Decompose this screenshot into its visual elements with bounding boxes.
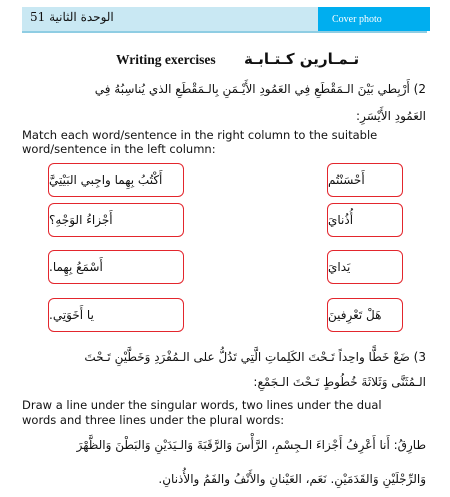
ex3-text-ar-2: وَالرِّجْلَيْنِ وَالقَدَمَيْنِ. نَعَم، العَيْنانِ والأَنْفُ والفَمُ والأُذنانِ. bbox=[158, 472, 426, 486]
right-box-1[interactable]: أَحْسَنْتُم bbox=[327, 163, 403, 197]
ex3-text-ar-1: طارِقُ: أَنا أَعْرِفُ أَجْزاءَ الـجِسْمِ، الرَّأْسَ وَالرَّقَبَةَ وَالـيَدَيْنِ وَالبَطْنَ وَالظَّهْرَ bbox=[76, 438, 426, 452]
right-box-4[interactable]: هَلْ تَعْرِفينَ bbox=[327, 298, 403, 332]
left-box-3[interactable]: أَسْمَعُ بِهِما. bbox=[48, 250, 184, 284]
ex3-instruction-en-1: Draw a line under the singular words, two lines under the dual bbox=[22, 398, 382, 412]
ex3-instruction-ar-2: الـمُثَنَّى وَثَلاثَةَ خُطُوطٍ تَـحْتَ الـجَمْعِ: bbox=[253, 375, 426, 389]
ex3-instruction-ar-1: 3) ضَعْ خَطًّا واحِداً تَـحْتَ الكَلِماتِ الَّتِي تَدُلُّ على الـمُفْرَدِ وَخَطَّيْنِ تَـحْتَ bbox=[84, 350, 426, 364]
page-header bbox=[0, 0, 450, 40]
ex2-instruction-ar-2: العَمُودِ الأَيْسَرِ: bbox=[356, 109, 426, 123]
ex3-instruction-en-2: words and three lines under the plural words: bbox=[22, 413, 285, 427]
right-box-2[interactable]: أُذُنايَ bbox=[327, 203, 403, 237]
left-box-2[interactable]: أَجْزاءُ الوَجْهِ؟ bbox=[48, 203, 184, 237]
right-box-3[interactable]: يَدايَ bbox=[327, 250, 403, 284]
ex2-instruction-ar-1: 2) أَرْبِطي بَيْنَ الـمَقْطَعِ فِي العَمُودِ الأَيْـمَنِ بِالـمَقْطَعِ الذي يُناسِبُهُ فِي bbox=[94, 82, 426, 96]
title-arabic: تـمـارين كـتـابـة bbox=[244, 50, 360, 68]
title-english: Writing exercises bbox=[116, 52, 216, 67]
left-box-1[interactable]: أَكْتُبُ بِهِما واجِبي البَيْتِيَّ bbox=[48, 163, 184, 197]
section-title bbox=[0, 52, 450, 72]
cover-photo-box: Cover photo bbox=[318, 7, 430, 31]
unit-label: الوحدة الثانية 51 bbox=[30, 10, 114, 24]
ex2-instruction-en-1: Match each word/sentence in the right column to the suitable bbox=[22, 128, 378, 142]
ex2-instruction-en-2: word/sentence in the left column: bbox=[22, 142, 216, 156]
left-box-4[interactable]: يا أَخَوَتِي. bbox=[48, 298, 184, 332]
